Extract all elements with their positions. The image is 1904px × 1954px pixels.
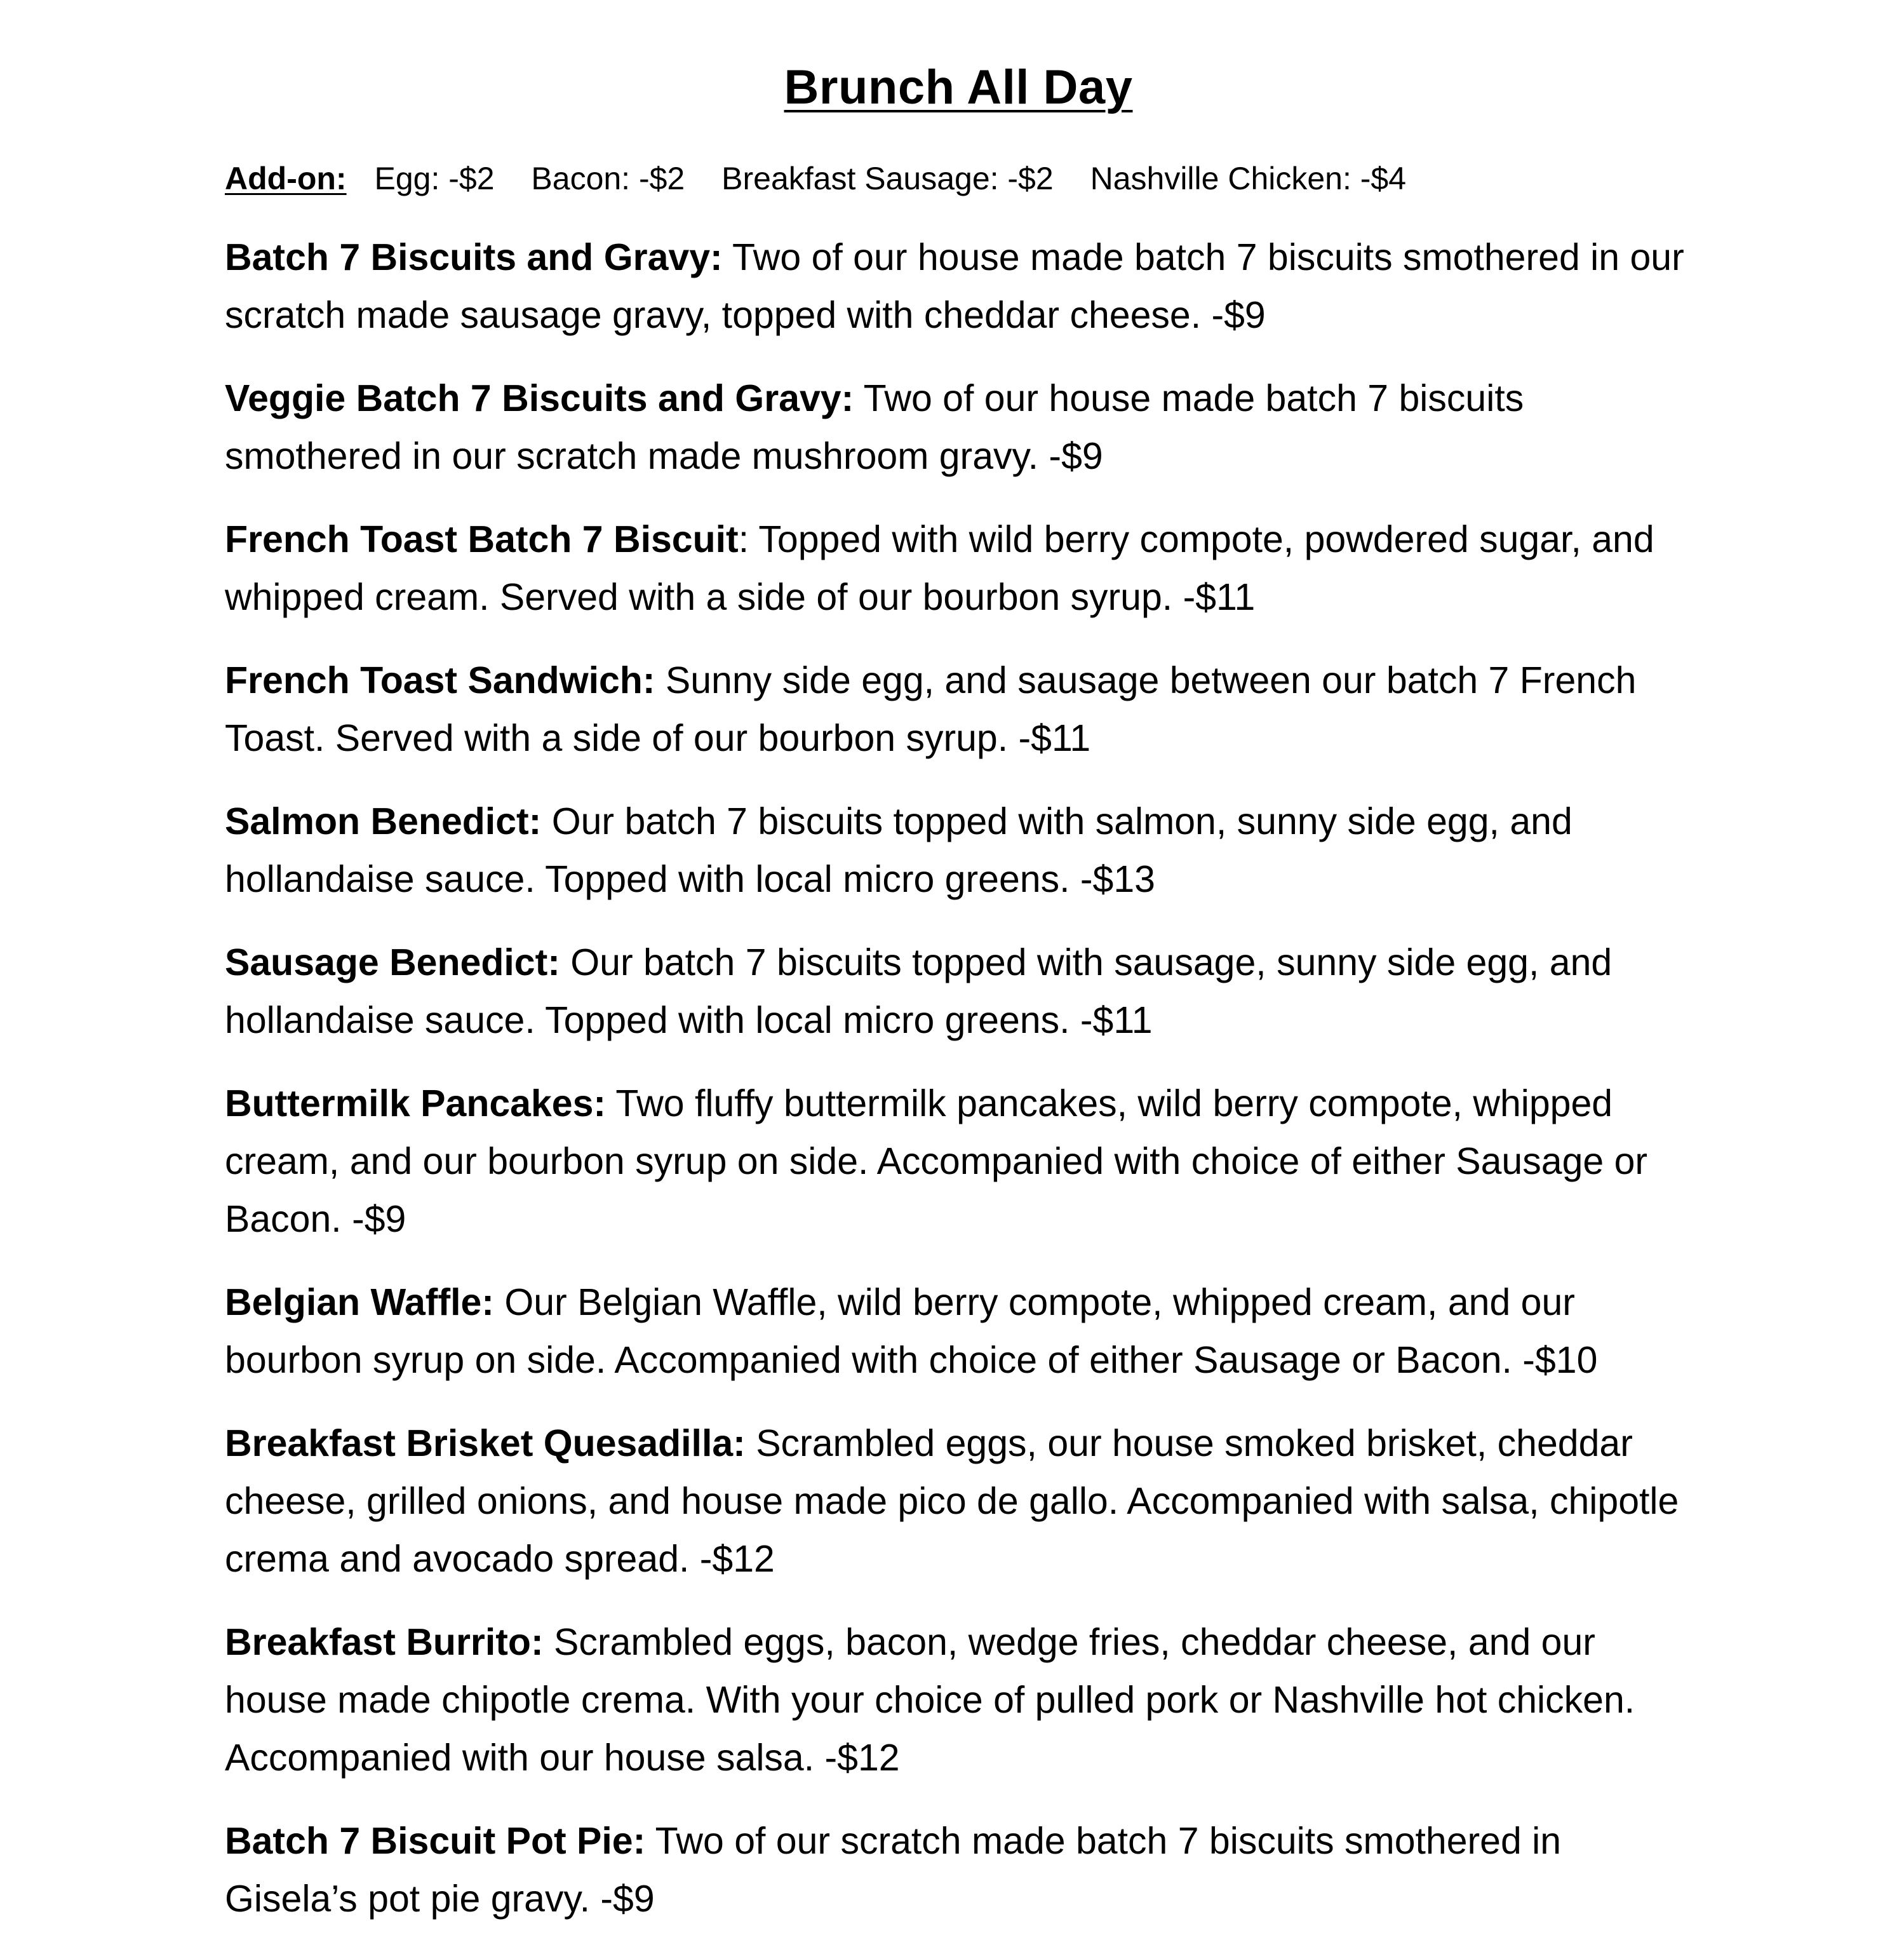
item-description: Our batch 7 biscuits topped with sausage, sunny side egg, and hollandaise sauce. Topped with local micro greens. -$11 (225, 941, 1612, 1041)
addon-line (225, 155, 1692, 202)
item-name: Sausage Benedict: (225, 941, 560, 983)
menu-item-french-toast-biscuit (225, 511, 1692, 626)
item-name: Veggie Batch 7 Biscuits and Gravy: (225, 377, 854, 419)
item-name: Belgian Waffle: (225, 1281, 494, 1323)
addon-bacon: Bacon: -$2 (531, 161, 685, 196)
menu-item-belgian-waffle (225, 1274, 1692, 1389)
item-name: Batch 7 Biscuit Pot Pie: (225, 1820, 646, 1862)
item-description: Two of our house made batch 7 biscuits smothered in our scratch made mushroom gravy. -$9 (225, 377, 1524, 477)
addon-label: Add-on: (225, 161, 347, 196)
menu-item-salmon-benedict (225, 793, 1692, 908)
item-description: Two fluffy buttermilk pancakes, wild berry compote, whipped cream, and our bourbon syrup on side. Accompanied with choice of either Sausage or Bacon. -$9 (225, 1082, 1648, 1240)
item-description: Scrambled eggs, bacon, wedge fries, cheddar cheese, and our house made chipotle crema. With your choice of pulled pork or Nashville hot chicken. Accompanied with our house salsa. -$12 (225, 1621, 1635, 1779)
menu-item-buttermilk-pancakes (225, 1075, 1692, 1248)
menu-item-biscuits-and-gravy (225, 229, 1692, 344)
item-description: Two of our house made batch 7 biscuits smothered in our scratch made sausage gravy, topped with cheddar cheese. -$9 (225, 236, 1684, 336)
item-name: Batch 7 Biscuits and Gravy: (225, 236, 723, 278)
item-description: Scrambled eggs, our house smoked brisket, cheddar cheese, grilled onions, and house made pico de gallo. Accompanied with salsa, chipotle crema and avocado spread. -$12 (225, 1422, 1679, 1580)
menu-item-breakfast-burrito (225, 1614, 1692, 1787)
item-name: Breakfast Burrito: (225, 1621, 544, 1663)
item-description: Our Belgian Waffle, wild berry compote, whipped cream, and our bourbon syrup on side. Accompanied with choice of either Sausage or Bacon. -$10 (225, 1281, 1598, 1381)
menu-item-biscuit-pot-pie (225, 1812, 1692, 1928)
menu-item-sausage-benedict (225, 934, 1692, 1049)
menu-item-brisket-quesadilla (225, 1415, 1692, 1588)
item-description: Our batch 7 biscuits topped with salmon, sunny side egg, and hollandaise sauce. Topped with local micro greens. -$13 (225, 800, 1572, 900)
menu-page (225, 57, 1692, 1953)
item-description: Two of our scratch made batch 7 biscuits smothered in Gisela’s pot pie gravy. -$9 (225, 1820, 1562, 1920)
item-name: Salmon Benedict: (225, 800, 542, 842)
menu-item-veggie-biscuits-and-gravy (225, 370, 1692, 485)
item-description: : Topped with wild berry compote, powdered sugar, and whipped cream. Served with a side of our bourbon syrup. -$11 (225, 518, 1654, 618)
menu-title: Brunch All Day (784, 60, 1133, 114)
addon-breakfast-sausage: Breakfast Sausage: -$2 (721, 161, 1054, 196)
item-name: Breakfast Brisket Quesadilla: (225, 1422, 746, 1464)
item-name: French Toast Batch 7 Biscuit (225, 518, 739, 560)
menu-item-french-toast-sandwich (225, 652, 1692, 767)
addon-egg: Egg: -$2 (374, 161, 495, 196)
item-name: Buttermilk Pancakes: (225, 1082, 607, 1124)
item-description: Sunny side egg, and sausage between our batch 7 French Toast. Served with a side of our bourbon syrup. -$11 (225, 659, 1637, 759)
addon-nashville-chicken: Nashville Chicken: -$4 (1090, 161, 1407, 196)
item-name: French Toast Sandwich: (225, 659, 655, 701)
